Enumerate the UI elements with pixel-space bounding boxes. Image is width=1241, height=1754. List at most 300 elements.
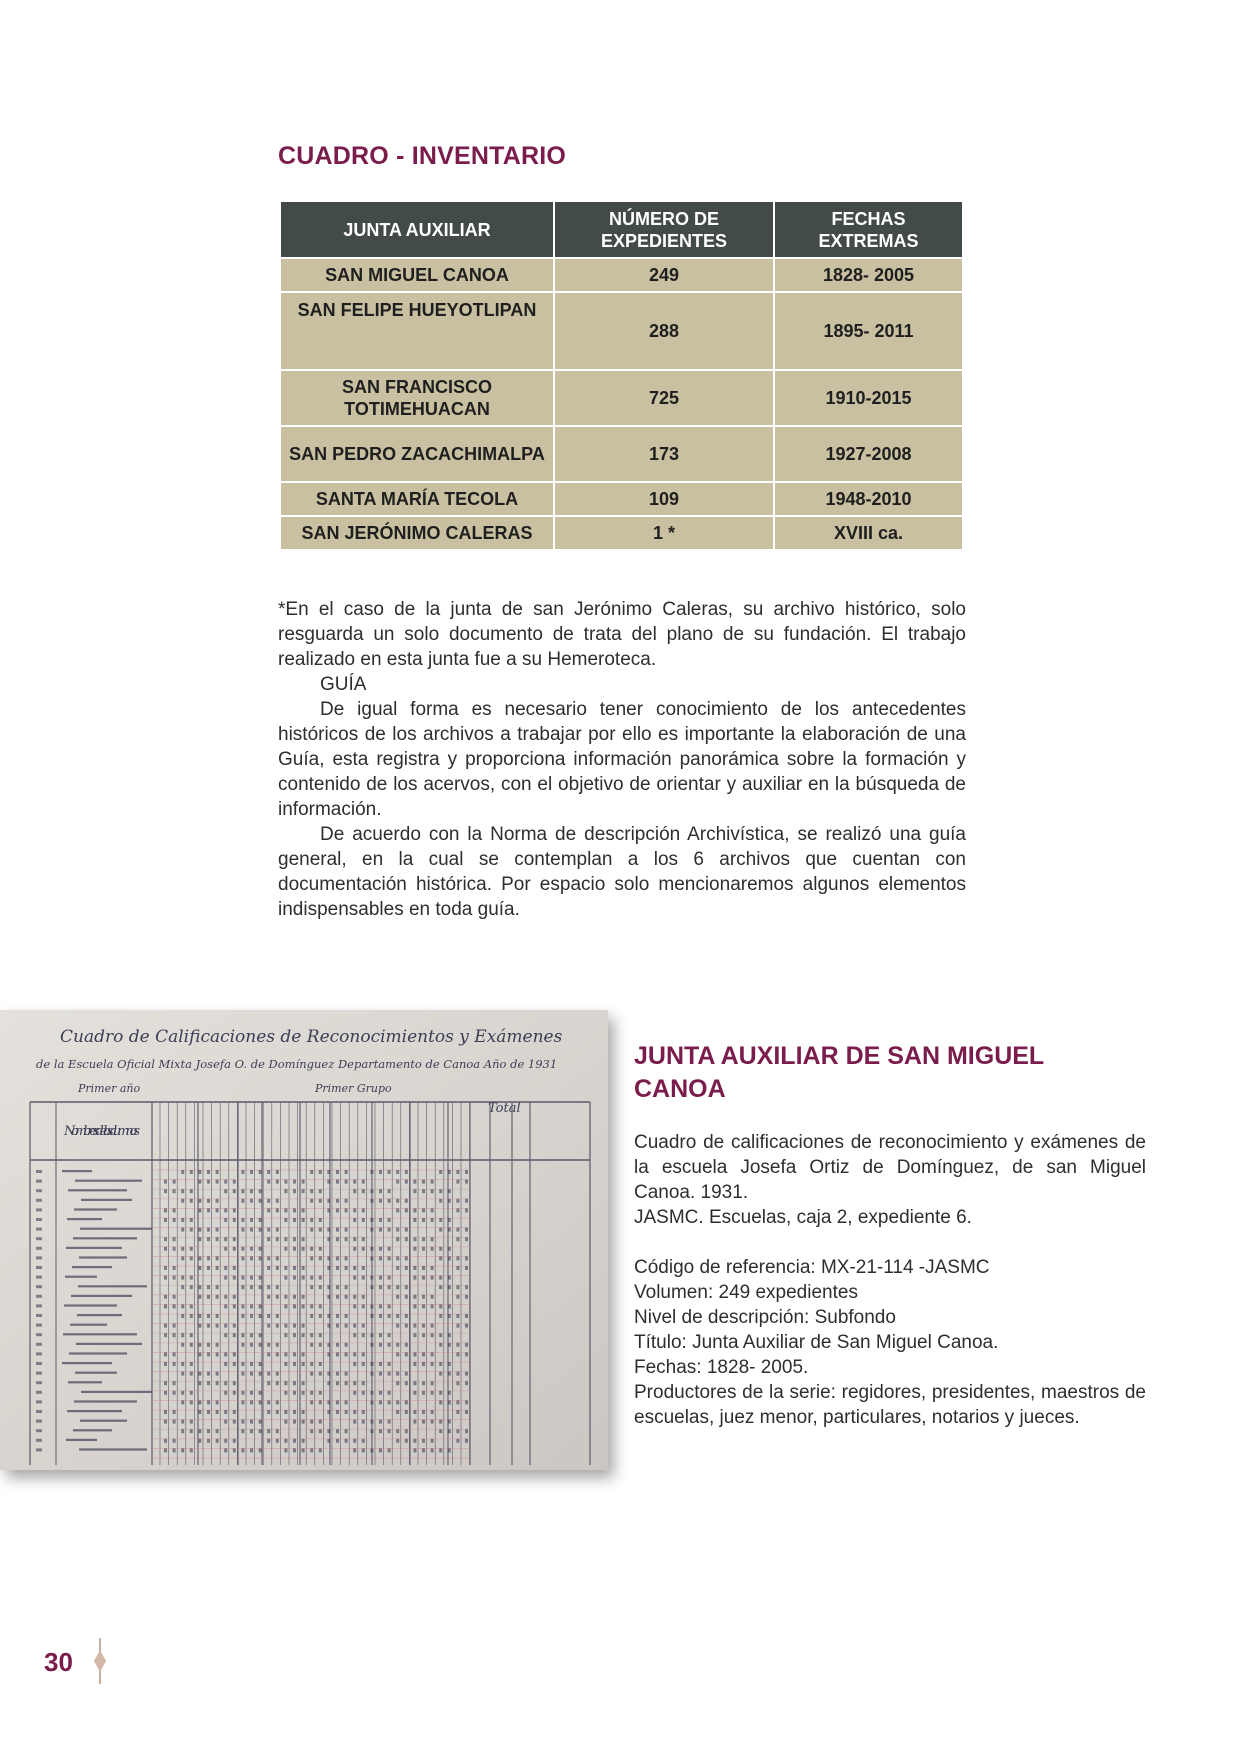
- grade-mark: [276, 1199, 279, 1203]
- grade-mark: [345, 1256, 348, 1260]
- grade-mark: [448, 1314, 451, 1318]
- grade-mark: [327, 1256, 330, 1260]
- row-number-mark: [36, 1228, 42, 1231]
- grade-mark: [233, 1362, 236, 1366]
- grade-mark: [241, 1189, 244, 1193]
- grade-mark: [431, 1266, 434, 1270]
- row-number-mark: [36, 1180, 42, 1183]
- grade-mark: [448, 1218, 451, 1222]
- grade-mark: [439, 1372, 442, 1376]
- grade-mark: [336, 1208, 339, 1212]
- student-name-scribble: [67, 1218, 102, 1220]
- cell-fechas: 1828- 2005: [774, 258, 963, 292]
- table-header-row: [280, 201, 963, 258]
- grade-mark: [216, 1180, 219, 1184]
- grade-mark: [319, 1391, 322, 1395]
- grade-mark: [370, 1218, 373, 1222]
- grade-mark: [388, 1362, 391, 1366]
- grade-mark: [241, 1400, 244, 1404]
- row-number-mark: [36, 1429, 42, 1432]
- grade-mark: [259, 1391, 262, 1395]
- canoa-volumen: Volumen: 249 expedientes: [634, 1282, 858, 1303]
- grade-mark: [396, 1180, 399, 1184]
- canoa-fechas: Fechas: 1828- 2005.: [634, 1357, 809, 1378]
- grade-mark: [327, 1180, 330, 1184]
- student-name-scribble: [78, 1285, 147, 1287]
- grade-mark: [448, 1170, 451, 1174]
- grade-mark: [284, 1295, 287, 1299]
- grade-mark: [327, 1429, 330, 1433]
- page-ornament-icon: [90, 1636, 110, 1686]
- grade-mark: [284, 1420, 287, 1424]
- grade-mark: [224, 1391, 227, 1395]
- grade-mark: [405, 1285, 408, 1289]
- grade-mark: [396, 1199, 399, 1203]
- grade-mark: [233, 1208, 236, 1212]
- grade-mark: [353, 1237, 356, 1241]
- grade-mark: [310, 1218, 313, 1222]
- grade-mark: [327, 1295, 330, 1299]
- grade-mark: [431, 1448, 434, 1452]
- grade-mark: [233, 1304, 236, 1308]
- grade-mark: [224, 1410, 227, 1414]
- grade-mark: [181, 1276, 184, 1280]
- grade-mark: [379, 1372, 382, 1376]
- grade-mark: [388, 1420, 391, 1424]
- grade-mark: [422, 1324, 425, 1328]
- student-name-scribble: [68, 1189, 127, 1191]
- grade-mark: [224, 1448, 227, 1452]
- grade-mark: [164, 1208, 167, 1212]
- grade-mark: [224, 1381, 227, 1385]
- grade-mark: [370, 1362, 373, 1366]
- grade-mark: [448, 1189, 451, 1193]
- grade-mark: [173, 1324, 176, 1328]
- grade-mark: [465, 1285, 468, 1289]
- grade-mark: [327, 1324, 330, 1328]
- grade-mark: [310, 1276, 313, 1280]
- grade-mark: [362, 1448, 365, 1452]
- cell-expedientes: 1 *: [554, 516, 774, 550]
- grade-mark: [259, 1372, 262, 1376]
- grade-mark: [370, 1276, 373, 1280]
- grade-mark: [336, 1410, 339, 1414]
- grade-mark: [173, 1333, 176, 1337]
- grade-mark: [190, 1343, 193, 1347]
- grade-mark: [353, 1247, 356, 1251]
- grade-mark: [259, 1400, 262, 1404]
- grade-mark: [345, 1266, 348, 1270]
- grade-mark: [319, 1247, 322, 1251]
- grade-mark: [422, 1218, 425, 1222]
- grade-mark: [379, 1199, 382, 1203]
- grade-mark: [353, 1304, 356, 1308]
- grade-mark: [448, 1228, 451, 1232]
- grade-mark: [431, 1420, 434, 1424]
- grade-mark: [224, 1295, 227, 1299]
- grade-mark: [319, 1343, 322, 1347]
- grade-mark: [396, 1372, 399, 1376]
- grade-mark: [267, 1400, 270, 1404]
- grade-mark: [216, 1199, 219, 1203]
- grade-mark: [353, 1208, 356, 1212]
- grade-mark: [233, 1352, 236, 1356]
- grade-mark: [370, 1333, 373, 1337]
- row-number-mark: [36, 1199, 42, 1202]
- grade-mark: [431, 1237, 434, 1241]
- grade-mark: [233, 1420, 236, 1424]
- grade-mark: [456, 1199, 459, 1203]
- grade-mark: [241, 1170, 244, 1174]
- body-text: [278, 597, 966, 922]
- grade-mark: [310, 1448, 313, 1452]
- grade-mark: [345, 1400, 348, 1404]
- grade-mark: [353, 1333, 356, 1337]
- grade-mark: [302, 1208, 305, 1212]
- student-name-scribble: [68, 1381, 102, 1383]
- grade-mark: [198, 1285, 201, 1289]
- grade-mark: [396, 1439, 399, 1443]
- grade-mark: [431, 1362, 434, 1366]
- grade-mark: [173, 1266, 176, 1270]
- grade-mark: [448, 1276, 451, 1280]
- canoa-codigo: Código de referencia: MX-21-114 -JASMC: [634, 1257, 990, 1278]
- inventory-table: [279, 200, 964, 551]
- grade-mark: [164, 1295, 167, 1299]
- grade-mark: [293, 1208, 296, 1212]
- grade-mark: [181, 1218, 184, 1222]
- grade-mark: [276, 1285, 279, 1289]
- grade-mark: [164, 1381, 167, 1385]
- grade-mark: [173, 1295, 176, 1299]
- row-number-mark: [36, 1352, 42, 1355]
- row-number-mark: [36, 1266, 42, 1269]
- student-name-scribble: [80, 1420, 127, 1422]
- cell-junta: SAN FRANCISCO TOTIMEHUACAN: [280, 370, 554, 426]
- grade-mark: [422, 1180, 425, 1184]
- grade-mark: [250, 1170, 253, 1174]
- grade-mark: [422, 1208, 425, 1212]
- grade-mark: [293, 1381, 296, 1385]
- grade-mark: [370, 1400, 373, 1404]
- student-name-scribble: [75, 1180, 142, 1182]
- grade-mark: [370, 1285, 373, 1289]
- grade-mark: [456, 1324, 459, 1328]
- grade-mark: [310, 1247, 313, 1251]
- grade-mark: [198, 1400, 201, 1404]
- grade-mark: [327, 1314, 330, 1318]
- grade-mark: [362, 1304, 365, 1308]
- grade-mark: [327, 1266, 330, 1270]
- grade-mark: [164, 1189, 167, 1193]
- grade-mark: [379, 1285, 382, 1289]
- grade-mark: [293, 1420, 296, 1424]
- grade-mark: [336, 1429, 339, 1433]
- grade-mark: [284, 1180, 287, 1184]
- grade-mark: [456, 1381, 459, 1385]
- grade-mark: [327, 1352, 330, 1356]
- grade-mark: [413, 1295, 416, 1299]
- grade-mark: [241, 1228, 244, 1232]
- grade-mark: [224, 1439, 227, 1443]
- grade-mark: [164, 1410, 167, 1414]
- grade-mark: [456, 1266, 459, 1270]
- grade-mark: [379, 1400, 382, 1404]
- grade-mark: [396, 1400, 399, 1404]
- grade-mark: [327, 1228, 330, 1232]
- grade-mark: [198, 1199, 201, 1203]
- grade-mark: [233, 1448, 236, 1452]
- cell-junta: SAN PEDRO ZACACHIMALPA: [280, 426, 554, 482]
- grade-mark: [465, 1256, 468, 1260]
- grade-mark: [233, 1324, 236, 1328]
- grade-mark: [241, 1420, 244, 1424]
- grade-mark: [465, 1324, 468, 1328]
- grade-mark: [233, 1410, 236, 1414]
- grade-mark: [224, 1237, 227, 1241]
- grade-mark: [362, 1420, 365, 1424]
- grade-mark: [259, 1362, 262, 1366]
- grade-mark: [319, 1333, 322, 1337]
- archival-document-photo: [0, 1010, 608, 1470]
- grade-mark: [284, 1448, 287, 1452]
- grade-mark: [216, 1343, 219, 1347]
- grade-mark: [379, 1189, 382, 1193]
- header-junta: JUNTA AUXILIAR: [280, 201, 554, 258]
- grade-mark: [465, 1208, 468, 1212]
- grade-mark: [250, 1333, 253, 1337]
- grade-mark: [198, 1439, 201, 1443]
- grade-mark: [216, 1314, 219, 1318]
- grade-mark: [319, 1199, 322, 1203]
- grade-mark: [431, 1439, 434, 1443]
- student-name-scribble: [74, 1208, 117, 1210]
- grade-mark: [379, 1420, 382, 1424]
- grade-mark: [293, 1333, 296, 1337]
- grade-mark: [284, 1362, 287, 1366]
- grade-mark: [327, 1400, 330, 1404]
- grade-mark: [388, 1400, 391, 1404]
- grade-mark: [413, 1180, 416, 1184]
- row-number-mark: [36, 1400, 42, 1403]
- grade-mark: [302, 1352, 305, 1356]
- grade-mark: [250, 1362, 253, 1366]
- grade-mark: [336, 1295, 339, 1299]
- grade-mark: [327, 1439, 330, 1443]
- student-name-scribble: [70, 1324, 107, 1326]
- grade-mark: [181, 1189, 184, 1193]
- grade-mark: [345, 1381, 348, 1385]
- grade-mark: [362, 1180, 365, 1184]
- grade-mark: [293, 1180, 296, 1184]
- grade-mark: [276, 1372, 279, 1376]
- grade-mark: [284, 1324, 287, 1328]
- grade-mark: [310, 1429, 313, 1433]
- grade-mark: [319, 1314, 322, 1318]
- student-name-scribble: [73, 1237, 137, 1239]
- grade-mark: [216, 1324, 219, 1328]
- grade-mark: [276, 1256, 279, 1260]
- page-number: 30: [44, 1647, 73, 1677]
- grade-mark: [284, 1304, 287, 1308]
- grade-mark: [310, 1362, 313, 1366]
- grade-mark: [233, 1295, 236, 1299]
- grade-mark: [353, 1420, 356, 1424]
- grade-mark: [181, 1448, 184, 1452]
- grade-mark: [465, 1372, 468, 1376]
- grade-mark: [431, 1295, 434, 1299]
- grade-mark: [448, 1391, 451, 1395]
- grade-mark: [267, 1343, 270, 1347]
- grade-mark: [173, 1352, 176, 1356]
- grade-mark: [302, 1237, 305, 1241]
- grade-mark: [224, 1266, 227, 1270]
- grade-mark: [362, 1295, 365, 1299]
- grade-mark: [413, 1276, 416, 1280]
- grade-mark: [259, 1448, 262, 1452]
- grade-mark: [448, 1285, 451, 1289]
- cell-expedientes: 249: [554, 258, 774, 292]
- grade-mark: [413, 1362, 416, 1366]
- grade-mark: [431, 1189, 434, 1193]
- grade-mark: [216, 1256, 219, 1260]
- grade-mark: [284, 1391, 287, 1395]
- grade-mark: [405, 1199, 408, 1203]
- grade-mark: [370, 1247, 373, 1251]
- grade-mark: [302, 1391, 305, 1395]
- grade-mark: [198, 1343, 201, 1347]
- grade-mark: [439, 1420, 442, 1424]
- grade-mark: [302, 1218, 305, 1222]
- grade-mark: [353, 1180, 356, 1184]
- cell-fechas: 1948-2010: [774, 482, 963, 516]
- grade-mark: [362, 1324, 365, 1328]
- grade-mark: [465, 1343, 468, 1347]
- grade-mark: [190, 1170, 193, 1174]
- grade-mark: [284, 1333, 287, 1337]
- grade-mark: [302, 1266, 305, 1270]
- grade-mark: [319, 1218, 322, 1222]
- grade-mark: [388, 1314, 391, 1318]
- grade-mark: [207, 1343, 210, 1347]
- grade-mark: [302, 1295, 305, 1299]
- grade-mark: [353, 1381, 356, 1385]
- grade-mark: [396, 1429, 399, 1433]
- grade-mark: [465, 1237, 468, 1241]
- grade-mark: [413, 1381, 416, 1385]
- grade-mark: [379, 1247, 382, 1251]
- grade-mark: [216, 1352, 219, 1356]
- grade-mark: [284, 1276, 287, 1280]
- grade-mark: [190, 1429, 193, 1433]
- grade-mark: [259, 1420, 262, 1424]
- grade-mark: [362, 1381, 365, 1385]
- grade-mark: [233, 1266, 236, 1270]
- grade-mark: [422, 1247, 425, 1251]
- grade-mark: [190, 1189, 193, 1193]
- grade-mark: [198, 1410, 201, 1414]
- grade-mark: [173, 1276, 176, 1280]
- grade-mark: [370, 1228, 373, 1232]
- row-number-mark: [36, 1237, 42, 1240]
- grade-mark: [293, 1247, 296, 1251]
- grade-mark: [284, 1218, 287, 1222]
- grade-mark: [310, 1314, 313, 1318]
- grade-mark: [439, 1170, 442, 1174]
- grade-mark: [431, 1324, 434, 1328]
- grade-mark: [310, 1189, 313, 1193]
- grade-mark: [448, 1256, 451, 1260]
- grade-mark: [181, 1304, 184, 1308]
- grade-mark: [250, 1420, 253, 1424]
- grade-mark: [233, 1439, 236, 1443]
- grade-mark: [207, 1237, 210, 1241]
- grade-mark: [439, 1247, 442, 1251]
- grade-mark: [353, 1439, 356, 1443]
- grade-mark: [413, 1218, 416, 1222]
- grade-mark: [224, 1333, 227, 1337]
- grade-mark: [396, 1314, 399, 1318]
- grade-mark: [413, 1410, 416, 1414]
- grade-mark: [388, 1218, 391, 1222]
- grade-mark: [181, 1170, 184, 1174]
- grade-mark: [379, 1314, 382, 1318]
- grade-mark: [431, 1180, 434, 1184]
- grade-mark: [345, 1228, 348, 1232]
- cell-junta: SAN FELIPE HUEYOTLIPAN: [280, 292, 554, 370]
- grade-mark: [336, 1237, 339, 1241]
- row-number-mark: [36, 1420, 42, 1423]
- table-row: [280, 482, 963, 516]
- grade-mark: [396, 1256, 399, 1260]
- student-name-scribble: [71, 1295, 132, 1297]
- grade-mark: [250, 1429, 253, 1433]
- grade-mark: [293, 1276, 296, 1280]
- grade-mark: [396, 1352, 399, 1356]
- grade-mark: [456, 1208, 459, 1212]
- grade-mark: [267, 1180, 270, 1184]
- student-name-scribble: [66, 1247, 122, 1249]
- grade-mark: [241, 1314, 244, 1318]
- grade-mark: [422, 1276, 425, 1280]
- grade-mark: [276, 1266, 279, 1270]
- grade-mark: [198, 1372, 201, 1376]
- grade-mark: [353, 1362, 356, 1366]
- student-name-scribble: [76, 1343, 142, 1345]
- grade-mark: [405, 1429, 408, 1433]
- row-number-mark: [36, 1324, 42, 1327]
- grade-mark: [362, 1352, 365, 1356]
- grade-mark: [327, 1237, 330, 1241]
- grade-mark: [198, 1352, 201, 1356]
- grade-mark: [164, 1352, 167, 1356]
- grade-mark: [259, 1314, 262, 1318]
- grade-mark: [370, 1199, 373, 1203]
- grade-mark: [173, 1189, 176, 1193]
- grade-mark: [233, 1391, 236, 1395]
- grade-mark: [173, 1304, 176, 1308]
- canoa-title: JUNTA AUXILIAR DE SAN MIGUEL CANOA: [634, 1042, 1044, 1103]
- grade-mark: [302, 1180, 305, 1184]
- grade-mark: [345, 1324, 348, 1328]
- grade-mark: [456, 1352, 459, 1356]
- grade-mark: [396, 1237, 399, 1241]
- canoa-titulo: Título: Junta Auxiliar de San Miguel Canoa.: [634, 1332, 999, 1353]
- grade-mark: [431, 1410, 434, 1414]
- grade-mark: [319, 1400, 322, 1404]
- grade-mark: [164, 1448, 167, 1452]
- guia-paragraph-1: De igual forma es necesario tener conocimiento de los antecedentes históricos de los archivos a trabajar por ello es importante la elaboración de una Guía, esta registra y proporciona información panorámica sobre la formación y contenido de los acervos, con el objetivo de orientar y auxiliar en la búsqueda de información.: [278, 699, 966, 820]
